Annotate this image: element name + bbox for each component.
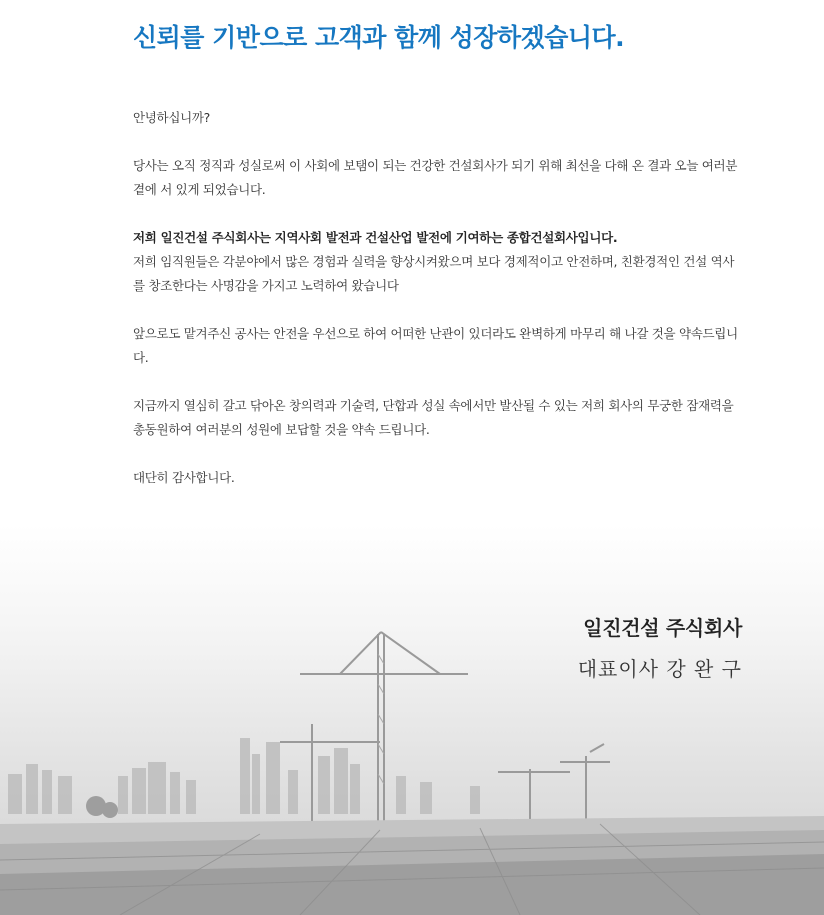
letter-paragraph-4: 지금까지 열심히 갈고 닦아온 창의력과 기술력, 단합과 성실 속에서만 발산될 수 있는 저희 회사의 무궁한 잠재력을 총동원하여 여러분의 성원에 보답할 것을 약속 드립니다. <box>133 398 734 437</box>
closing-line: 대단히 감사합니다. <box>133 470 235 485</box>
letter-paragraph-1: 당사는 오직 정직과 성실로써 이 사회에 보탬이 되는 건강한 건설회사가 되기 위해 최선을 다해 온 결과 오늘 여러분 곁에 서 있게 되었습니다. <box>133 158 738 197</box>
page-headline: 신뢰를 기반으로 고객과 함께 성장하겠습니다. <box>133 23 625 52</box>
construction-skyline-illustration <box>0 524 824 915</box>
signature-block <box>578 612 742 682</box>
letter-paragraph-2 <box>133 226 743 298</box>
greeting-line: 안녕하십니까? <box>133 110 210 125</box>
letter-paragraph-2-body: 저희 임직원들은 각분야에서 많은 경험과 실력을 향상시켜왔으며 보다 경제적이고 안전하며, 친환경적인 건설 역사를 창조한다는 사명감을 가지고 노력하여 왔습니다 <box>133 254 735 293</box>
ceo-name: 대표이사 강 완 구 <box>577 657 742 681</box>
greeting-letter <box>133 106 743 514</box>
company-intro-strong: 저희 일진건설 주식회사는 지역사회 발전과 건설산업 발전에 기여하는 종합건설회사입니다. <box>133 230 618 245</box>
company-name: 일진건설 주식회사 <box>583 616 742 640</box>
construction-site-image <box>0 524 824 915</box>
letter-paragraph-3: 앞으로도 맡겨주신 공사는 안전을 우선으로 하여 어떠한 난관이 있더라도 완벽하게 마무리 해 나갈 것을 약속드립니다. <box>133 326 738 365</box>
